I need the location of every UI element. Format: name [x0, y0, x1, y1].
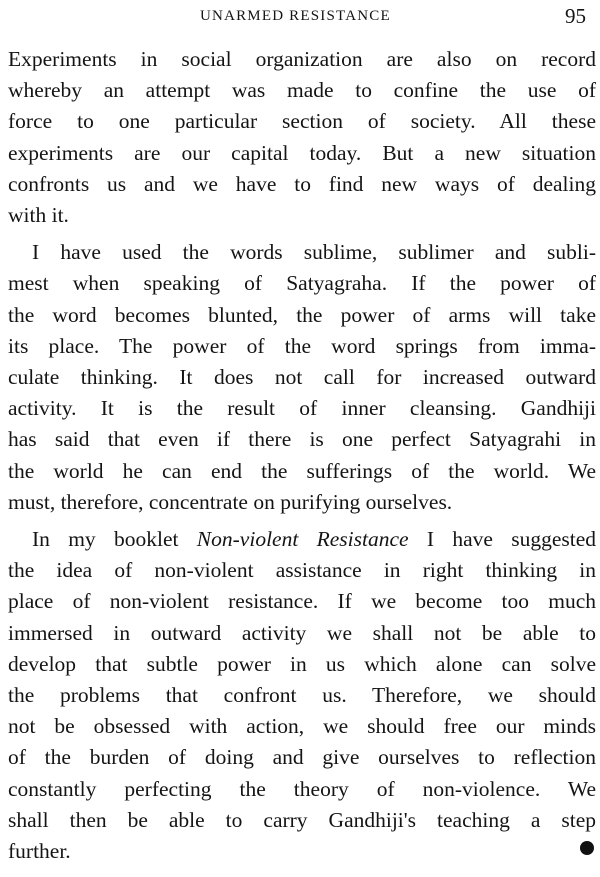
text-line: culate thinking. It does not call for increased outward [8, 365, 596, 390]
end-of-section-bullet-icon [580, 841, 594, 855]
text-line: the idea of non-violent assistance in right thinking in [8, 558, 596, 583]
running-header [0, 6, 600, 30]
text-line: Experiments in social organization are also on record [8, 47, 596, 71]
text-line: the problems that confront us. Therefore, we should [8, 683, 596, 708]
text-line: place of non-violent resistance. If we become too much [8, 589, 596, 614]
text-line: shall then be able to carry Gandhiji's teaching a step [8, 807, 596, 832]
text-line: has said that even if there is one perfect Satyagrahi in [8, 427, 596, 452]
text-line: further. [8, 839, 71, 864]
text-line: its place. The power of the word springs from imma- [8, 333, 596, 358]
page-number: 95 [565, 4, 586, 28]
paragraph-2 [8, 237, 596, 518]
book-title: Non-violent Resistance [196, 527, 409, 552]
text-line: of the burden of doing and give ourselves to reflection [8, 745, 596, 770]
body-text [8, 44, 596, 867]
running-title: UNARMED RESISTANCE [200, 8, 391, 24]
text-line: experiments are our capital today. But a new situation [8, 140, 596, 165]
text-line: whereby an attempt was made to confine the use of [8, 78, 596, 103]
text-line: constantly perfecting the theory of non-violence. We [8, 776, 596, 801]
text-line: mest when speaking of Satyagraha. If the power of [8, 271, 596, 296]
text-line: confronts us and we have to find new ways of dealing [8, 171, 596, 196]
text-line: the world he can end the sufferings of the world. We [8, 458, 596, 483]
text-line: develop that subtle power in us which alone can solve [8, 651, 596, 676]
text-line: force to one particular section of society. All these [8, 109, 596, 134]
text-run: I have suggested [408, 527, 597, 552]
text-line: not be obsessed with action, we should free our minds [8, 714, 596, 739]
text-line: must, therefore, concentrate on purifying ourselves. [8, 489, 453, 514]
text-line [8, 524, 596, 555]
paragraph-3 [8, 524, 596, 867]
text-line: activity. It is the result of inner cleansing. Gandhiji [8, 396, 596, 421]
paragraph-1 [8, 44, 596, 231]
text-run: In my booklet [32, 527, 197, 552]
text-line: I have used the words sublime, sublimer and subli- [32, 240, 596, 265]
text-line: with it. [8, 203, 69, 228]
text-line: the word becomes blunted, the power of arms will take [8, 302, 596, 327]
text-line: immersed in outward activity we shall not be able to [8, 620, 596, 645]
